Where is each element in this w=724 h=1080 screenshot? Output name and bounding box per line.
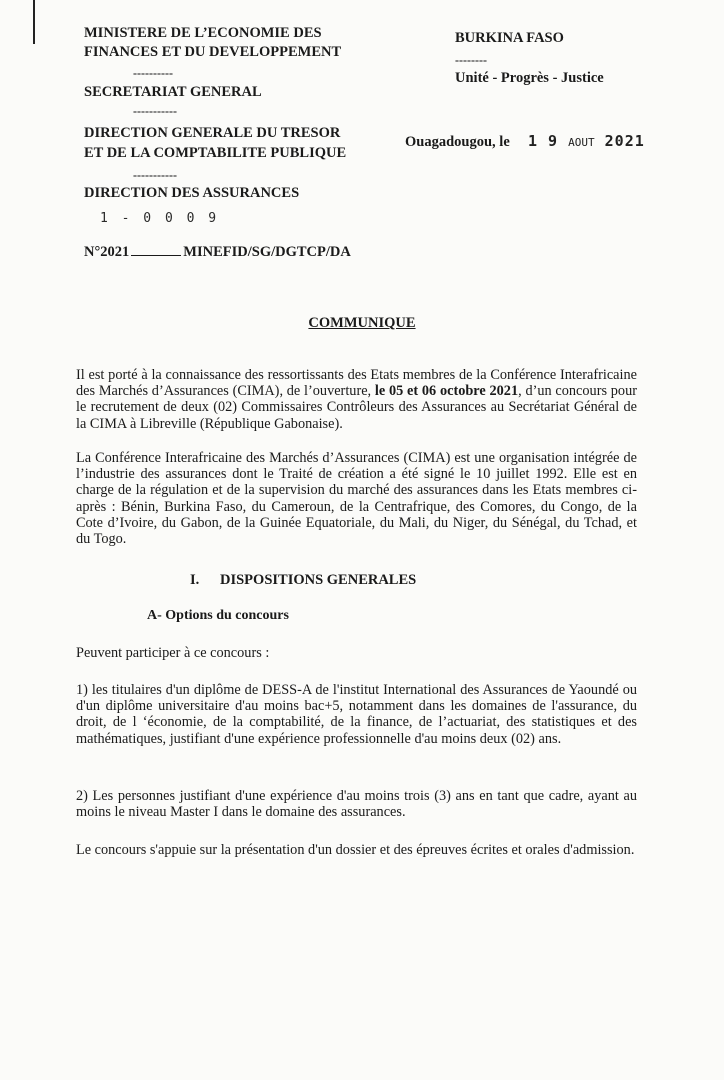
- paragraph-cima-description: La Conférence Interafricaine des Marchés d’Assurances (CIMA) est une organisation intégrée de l’industrie des assurances dont le Traité de création a été signé le 10 juillet 1992. Elle est en charge de la régulation et de la supervision du marché des assurances dans les Etats membres ci-après : Bénin, Burkina Faso, du Cameroun, de la Centrafrique, des Comores, du Congo, de la Cote d’Ivoire, du Gabon, de la Guinée Equatoriale, du Mali, du Niger, du Sénégal, du Tchad, et du Togo.: [76, 450, 637, 548]
- direction-generale-line-2: ET DE LA COMPTABILITE PUBLIQUE: [84, 145, 347, 161]
- paragraph-1-part-a: Il est porté à la connaissance des ressortissants des Etats membres de la Conférence Interafricaine des Marchés d’Assurances (CIMA), de l’ouverture,: [76, 367, 637, 400]
- country-separator: --------: [455, 53, 487, 67]
- paragraph-1-part-b: , d’un concours pour le recrutement de deux (02) Commissaires Contrôleurs des Assurances au Secrétariat Général de la CIMA à Libreville (République Gabonaise).: [76, 383, 637, 432]
- separator-1: ----------: [133, 66, 173, 80]
- place-label: Ouagadougou, le: [405, 134, 510, 150]
- registration-stamp-number: 1 - 0 0 0 9: [100, 211, 220, 226]
- section-title-dispositions: DISPOSITIONS GENERALES: [220, 572, 417, 588]
- paragraph-exam-format: Le concours s'appuie sur la présentation d'un dossier et des épreuves écrites et orales d'admission.: [76, 842, 635, 858]
- reference-blank: [131, 255, 181, 256]
- separator-2: -----------: [133, 104, 177, 118]
- reference-prefix: N°2021: [84, 244, 130, 260]
- paragraph-condition-1: 1) les titulaires d'un diplôme de DESS-A de l'institut International des Assurances de Yaoundé ou d'un diplôme universitaire d'au moins bac+5, notamment dans les domaines de l'assurance, du droit, de l ‘économie, de la comptabilité, de la finance, de l’actuariat, des statistiques et des mathématiques, justifiant d'une expérience professionnelle d'au moins deux (02) ans.: [76, 682, 637, 747]
- direction-generale-line-1: DIRECTION GENERALE DU TRESOR: [84, 125, 341, 141]
- ministry-line-2: FINANCES ET DU DEVELOPPEMENT: [84, 44, 342, 60]
- date-stamp: [528, 132, 645, 150]
- ministry-line-1: MINISTERE DE L’ECONOMIE DES: [84, 25, 322, 41]
- document-title: COMMUNIQUE: [308, 315, 416, 331]
- direction-des-assurances: DIRECTION DES ASSURANCES: [84, 185, 300, 201]
- section-number: I.: [190, 572, 200, 588]
- separator-3: -----------: [133, 168, 177, 182]
- country-name: BURKINA FASO: [455, 30, 564, 46]
- paragraph-eligibility-intro: Peuvent participer à ce concours :: [76, 645, 270, 661]
- date-month: AOUT: [568, 136, 595, 149]
- date-day: 1 9: [528, 132, 559, 150]
- reference-suffix: MINEFID/SG/DGTCP/DA: [183, 244, 351, 260]
- page-edge-mark: [33, 0, 35, 44]
- date-year: 2021: [604, 132, 645, 150]
- reference-number: [84, 243, 351, 261]
- paragraph-announcement: [76, 367, 637, 432]
- secretariat-general: SECRETARIAT GENERAL: [84, 84, 262, 100]
- national-motto: Unité - Progrès - Justice: [455, 70, 604, 86]
- paragraph-condition-2: 2) Les personnes justifiant d'une expérience d'au moins trois (3) ans en tant que cadre, ayant au moins le niveau Master I dans le domaine des assurances.: [76, 788, 637, 821]
- subsection-options: A- Options du concours: [147, 608, 289, 623]
- paragraph-1-dates: le 05 et 06 octobre 2021: [374, 383, 519, 400]
